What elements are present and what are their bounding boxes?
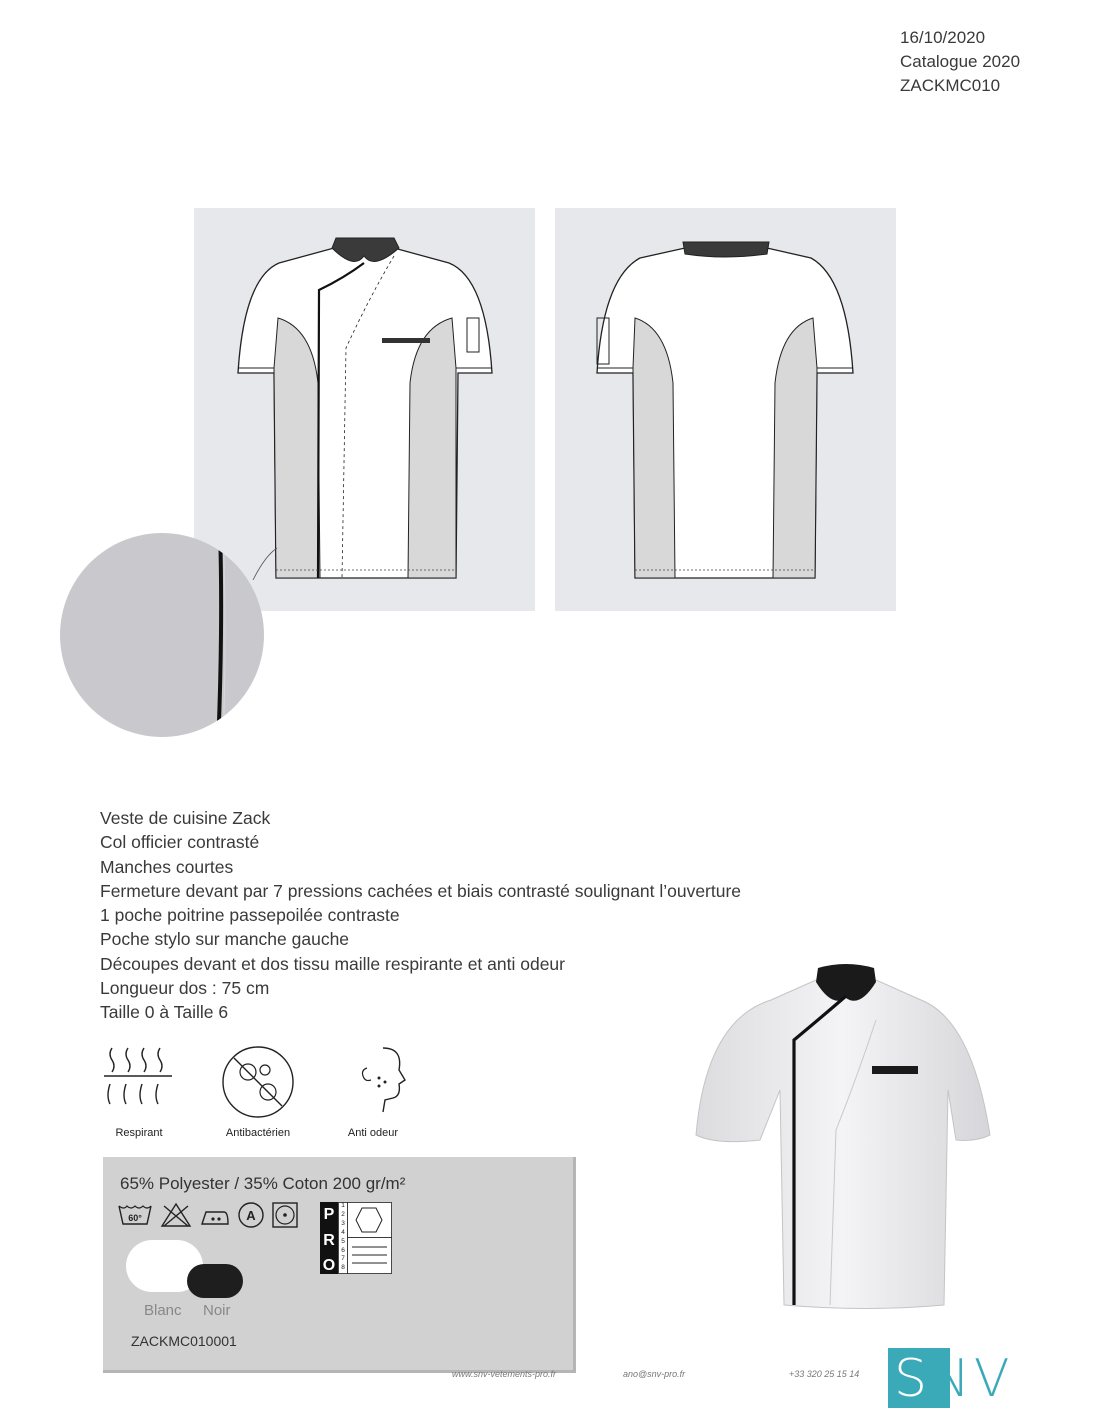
description-line: 1 poche poitrine passepoilée contraste	[100, 905, 400, 926]
dry-clean-a-icon	[237, 1201, 265, 1229]
snv-logo	[888, 1348, 1022, 1408]
jacket-back-drawing	[555, 208, 896, 611]
svg-text:R: R	[323, 1232, 335, 1249]
header-catalogue: Catalogue 2020	[900, 52, 1021, 71]
header-reference: ZACKMC010	[900, 76, 1001, 95]
anti-odour-icon	[355, 1044, 411, 1114]
pro-level-list	[339, 1202, 347, 1273]
description-line: Manches courtes	[100, 856, 234, 877]
footer-website[interactable]: www.snv-vetements-pro.fr	[452, 1369, 557, 1379]
svg-text:A: A	[246, 1208, 256, 1223]
pro-level: 5	[341, 1237, 345, 1245]
description-line: Veste de cuisine Zack	[100, 808, 271, 828]
snv-logo-text	[894, 1350, 1014, 1408]
fabric-composition: 65% Polyester / 35% Coton 200 gr/m²	[120, 1174, 406, 1193]
svg-text:60°: 60°	[128, 1213, 142, 1223]
jacket-product-photo	[676, 960, 1006, 1320]
svg-text:P: P	[323, 1206, 335, 1223]
feature-label-breathable: Respirant	[115, 1127, 163, 1139]
svg-text:O: O	[322, 1257, 336, 1274]
feature-label-antibacterial: Antibactérien	[225, 1127, 291, 1139]
pro-label-badge	[320, 1202, 392, 1274]
breathable-icon	[100, 1044, 176, 1108]
pro-level: 3	[341, 1219, 345, 1227]
tumble-dry-icon	[271, 1201, 299, 1229]
document-header	[900, 26, 1020, 98]
color-label-black: Noir	[203, 1302, 231, 1319]
footer-phone: +33 320 25 15 14	[789, 1369, 860, 1379]
no-bleach-icon	[160, 1202, 192, 1228]
pro-level: 2	[341, 1210, 345, 1218]
pro-level: 6	[341, 1246, 345, 1254]
snv-logo-letter: N	[931, 1349, 974, 1409]
fabric-detail-zoom	[55, 518, 285, 748]
description-line: Découpes devant et dos tissu maille respirante et anti odeur	[100, 953, 565, 974]
color-swatch-black[interactable]	[187, 1264, 243, 1298]
pro-level: 8	[341, 1264, 345, 1272]
product-description	[100, 806, 741, 1025]
description-line: Taille 0 à Taille 6	[100, 1002, 229, 1023]
description-line: Col officier contrasté	[100, 832, 260, 853]
snv-logo-letter: V	[973, 1349, 1014, 1409]
pro-level: 4	[341, 1228, 345, 1236]
description-line: Fermeture devant par 7 pressions cachées et biais contrasté soulignant l’ouverture	[100, 880, 742, 901]
snv-logo-letter: S	[894, 1349, 932, 1409]
antibacterial-icon	[220, 1044, 296, 1120]
wash-60-icon	[117, 1202, 153, 1228]
footer-email[interactable]: ano@snv-pro.fr	[623, 1369, 686, 1379]
pro-level: 1	[341, 1202, 345, 1209]
color-label-white: Blanc	[144, 1302, 182, 1319]
pro-level: 7	[341, 1255, 345, 1263]
article-code: ZACKMC010001	[131, 1333, 237, 1349]
feature-label-anti-odour: Anti odeur	[347, 1127, 399, 1139]
header-date: 16/10/2020	[900, 28, 986, 47]
description-line: Longueur dos : 75 cm	[100, 978, 270, 999]
description-line: Poche stylo sur manche gauche	[100, 929, 350, 950]
back-view-panel	[555, 208, 896, 611]
iron-medium-icon	[198, 1204, 232, 1228]
